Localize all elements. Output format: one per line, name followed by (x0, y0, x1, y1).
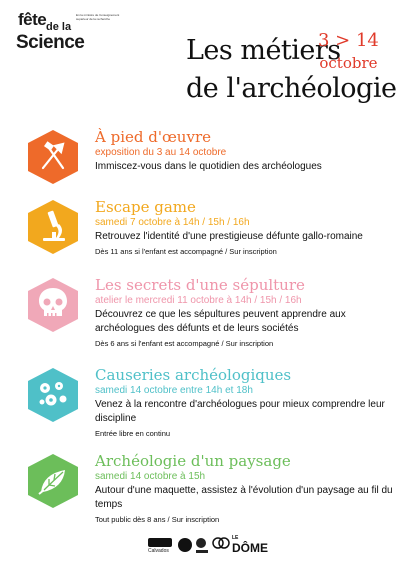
fete-de-la-science-logo (14, 10, 124, 60)
title-line-2: de l'archéologie (186, 73, 397, 104)
event-description: Immiscez-vous dans le quotidien des archéologues (95, 161, 322, 172)
title-line-1: Les métiers (186, 35, 341, 66)
logo-line-1: fête (18, 10, 47, 29)
event-when: samedi 14 octobre à 15h (95, 471, 206, 482)
skull-icon (25, 276, 81, 334)
tools-icon (25, 128, 81, 186)
event-when: exposition du 3 au 14 octobre (95, 147, 227, 158)
event-when: samedi 7 octobre à 14h / 15h / 16h (95, 217, 250, 228)
leaf-icon (25, 452, 81, 510)
logo-line-2: de la (46, 21, 72, 33)
calvados-logo (148, 538, 172, 554)
event-description: Découvrez ce que les sépultures peuvent apprendre aux archéologues des défunts et de leurs sociétés (95, 309, 346, 334)
event-note: Dès 11 ans si l'enfant est accompagné / Sur inscription (95, 247, 277, 256)
event-description: Venez à la rencontre d'archéologues pour mieux comprendre leur discipline (95, 399, 385, 424)
le-dome-logo (232, 536, 268, 555)
partner-logos (148, 534, 398, 560)
event-description: Autour d'une maquette, assistez à l'évolution d'un paysage au fil du temps (95, 485, 393, 510)
date-range-month: octobre (319, 54, 378, 72)
event-title: Archéologie d'un paysage (95, 452, 291, 470)
event-title: Causeries archéologiques (95, 366, 292, 384)
event-description: Retrouvez l'identité d'une prestigieuse défunte gallo-romaine (95, 231, 363, 242)
calvados-label: Calvados (148, 548, 169, 554)
logo-line-3: Science (16, 32, 85, 53)
event-title: Escape game (95, 198, 196, 216)
event-title: À pied d'œuvre (95, 128, 211, 146)
microscope-icon (25, 198, 81, 256)
event-note: Tout public dès 8 ans / Sur inscription (95, 515, 220, 524)
le-dome-label: DÔME (232, 541, 268, 555)
le-dome-prefix: LE (232, 535, 239, 541)
partner-seal-logo (178, 538, 192, 552)
event-note: Dès 6 ans si l'enfant est accompagné / Sur inscription (95, 339, 274, 348)
event-note: Entrée libre en continu (95, 429, 171, 438)
event-title: Les secrets d'une sépulture (95, 276, 305, 294)
microorganisms-icon (25, 366, 81, 424)
cooperation-logo (212, 534, 230, 557)
logo-tagline: En la ministre de l'enseignement supérieur de la recherche (76, 13, 120, 21)
event-when: atelier le mercredi 11 octobre à 14h / 15h / 16h (95, 295, 302, 306)
date-range-days: 3 > 14 (318, 30, 379, 51)
date-range (318, 30, 379, 72)
caen-logo (196, 538, 208, 553)
event-when: samedi 14 octobre entre 14h et 18h (95, 385, 253, 396)
